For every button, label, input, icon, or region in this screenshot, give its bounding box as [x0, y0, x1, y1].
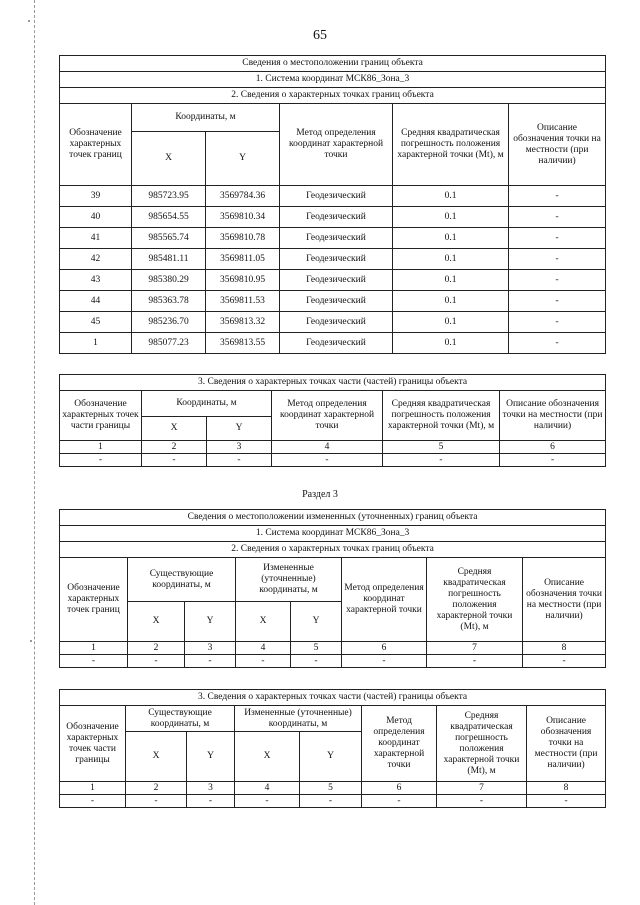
header-x: X	[126, 732, 187, 782]
col-num: 6	[342, 642, 427, 655]
empty-cell: -	[272, 454, 383, 467]
header-y: Y	[185, 602, 236, 642]
error-cell: 0.1	[393, 228, 509, 249]
section-title: 2. Сведения о характерных точках границ объекта	[60, 542, 606, 558]
col-num: 4	[272, 441, 383, 454]
header-error: Средняя квадратическая погрешность положения характерной точки (Mt), м	[427, 558, 523, 642]
header-method: Метод определения координат характерной точки	[280, 104, 393, 186]
section-heading: Раздел 3	[302, 489, 338, 500]
y-coordinate-cell: 3569810.34	[206, 207, 280, 228]
method-cell: Геодезический	[280, 291, 393, 312]
section-title: 2. Сведения о характерных точках границ объекта	[60, 88, 606, 104]
header-coords: Координаты, м	[142, 391, 272, 417]
point-number-cell: 43	[60, 270, 132, 291]
x-coordinate-cell: 985565.74	[132, 228, 206, 249]
col-num: 4	[235, 782, 300, 795]
empty-cell: -	[300, 795, 362, 808]
y-coordinate-cell: 3569813.32	[206, 312, 280, 333]
empty-cell: -	[236, 655, 291, 668]
table-row	[60, 186, 606, 207]
col-num: 5	[291, 642, 342, 655]
table-row	[60, 270, 606, 291]
empty-cell: -	[60, 655, 128, 668]
part-points-table	[59, 374, 606, 467]
x-coordinate-cell: 985077.23	[132, 333, 206, 354]
y-coordinate-cell: 3569813.55	[206, 333, 280, 354]
coordinate-system: 1. Система координат МСК86_Зона_3	[60, 72, 606, 88]
point-number-cell: 1	[60, 333, 132, 354]
y-coordinate-cell: 3569784.36	[206, 186, 280, 207]
col-num: 2	[142, 441, 207, 454]
y-coordinate-cell: 3569811.53	[206, 291, 280, 312]
table-row	[60, 249, 606, 270]
description-cell: -	[509, 207, 606, 228]
description-cell: -	[509, 249, 606, 270]
header-x: X	[128, 602, 185, 642]
page-number: 65	[313, 28, 327, 43]
header-method: Метод определения координат характерной точки	[342, 558, 427, 642]
header-error: Средняя квадратическая погрешность положения характерной точки (Mt), м	[437, 706, 527, 782]
description-cell: -	[509, 312, 606, 333]
empty-cell: -	[60, 454, 142, 467]
col-num: 1	[60, 782, 126, 795]
method-cell: Геодезический	[280, 186, 393, 207]
col-num: 2	[126, 782, 187, 795]
header-changed: Измененные (уточненные) координаты, м	[236, 558, 342, 602]
header-existing: Существующие координаты, м	[126, 706, 235, 732]
header-desc: Описание обозначения точки на местности (при наличии)	[527, 706, 606, 782]
empty-cell: -	[235, 795, 300, 808]
changed-boundary-table	[59, 509, 606, 668]
description-cell: -	[509, 291, 606, 312]
description-cell: -	[509, 228, 606, 249]
table-title: 3. Сведения о характерных точках части (частей) границы объекта	[60, 375, 606, 391]
table-row	[60, 207, 606, 228]
header-y: Y	[207, 417, 272, 441]
x-coordinate-cell: 985380.29	[132, 270, 206, 291]
table-title: Сведения о местоположении границ объекта	[60, 56, 606, 72]
error-cell: 0.1	[393, 291, 509, 312]
changed-part-points-table	[59, 689, 606, 808]
scan-speck	[30, 640, 32, 642]
header-desc: Описание обозначения точки на местности (при наличии)	[509, 104, 606, 186]
empty-cell: -	[207, 454, 272, 467]
col-num: 3	[185, 642, 236, 655]
point-number-cell: 39	[60, 186, 132, 207]
empty-cell: -	[362, 795, 437, 808]
error-cell: 0.1	[393, 333, 509, 354]
table-row	[60, 312, 606, 333]
method-cell: Геодезический	[280, 207, 393, 228]
col-num: 1	[60, 441, 142, 454]
x-coordinate-cell: 985654.55	[132, 207, 206, 228]
error-cell: 0.1	[393, 270, 509, 291]
empty-cell: -	[185, 655, 236, 668]
point-number-cell: 45	[60, 312, 132, 333]
col-num: 8	[527, 782, 606, 795]
table-row	[60, 228, 606, 249]
scan-edge-line	[34, 0, 36, 905]
col-num: 2	[128, 642, 185, 655]
y-coordinate-cell: 3569810.95	[206, 270, 280, 291]
table-row	[60, 291, 606, 312]
empty-cell: -	[427, 655, 523, 668]
header-x: X	[132, 132, 206, 186]
method-cell: Геодезический	[280, 312, 393, 333]
col-num: 7	[427, 642, 523, 655]
header-x: X	[142, 417, 207, 441]
header-y: Y	[291, 602, 342, 642]
point-number-cell: 42	[60, 249, 132, 270]
header-y: Y	[187, 732, 235, 782]
header-x: X	[235, 732, 300, 782]
header-point: Обозначение характерных точек границ	[60, 104, 132, 186]
empty-cell: -	[383, 454, 500, 467]
empty-cell: -	[187, 795, 235, 808]
method-cell: Геодезический	[280, 270, 393, 291]
x-coordinate-cell: 985363.78	[132, 291, 206, 312]
x-coordinate-cell: 985481.11	[132, 249, 206, 270]
x-coordinate-cell: 985236.70	[132, 312, 206, 333]
empty-cell: -	[500, 454, 606, 467]
header-point: Обозначение характерных точек части границы	[60, 391, 142, 441]
header-existing: Существующие координаты, м	[128, 558, 236, 602]
header-point: Обозначение характерных точек части границы	[60, 706, 126, 782]
header-error: Средняя квадратическая погрешность положения характерной точки (Mt), м	[383, 391, 500, 441]
table-title: Сведения о местоположении измененных (уточненных) границ объекта	[60, 510, 606, 526]
empty-cell: -	[523, 655, 606, 668]
empty-cell: -	[60, 795, 126, 808]
error-cell: 0.1	[393, 312, 509, 333]
point-number-cell: 44	[60, 291, 132, 312]
col-num: 4	[236, 642, 291, 655]
y-coordinate-cell: 3569811.05	[206, 249, 280, 270]
table-title: 3. Сведения о характерных точках части (частей) границы объекта	[60, 690, 606, 706]
empty-cell: -	[527, 795, 606, 808]
header-error: Средняя квадратическая погрешность положения характерной точки (Mt), м	[393, 104, 509, 186]
col-num: 6	[500, 441, 606, 454]
header-point: Обозначение характерных точек границ	[60, 558, 128, 642]
table-row	[60, 333, 606, 354]
empty-cell: -	[126, 795, 187, 808]
col-num: 7	[437, 782, 527, 795]
col-num: 1	[60, 642, 128, 655]
header-y: Y	[300, 732, 362, 782]
method-cell: Геодезический	[280, 228, 393, 249]
empty-cell: -	[342, 655, 427, 668]
col-num: 3	[207, 441, 272, 454]
y-coordinate-cell: 3569810.78	[206, 228, 280, 249]
header-method: Метод определения координат характерной точки	[272, 391, 383, 441]
empty-cell: -	[142, 454, 207, 467]
method-cell: Геодезический	[280, 333, 393, 354]
point-number-cell: 40	[60, 207, 132, 228]
scan-speck	[28, 20, 30, 22]
header-y: Y	[206, 132, 280, 186]
method-cell: Геодезический	[280, 249, 393, 270]
error-cell: 0.1	[393, 186, 509, 207]
coordinate-system: 1. Система координат МСК86_Зона_3	[60, 526, 606, 542]
x-coordinate-cell: 985723.95	[132, 186, 206, 207]
header-method: Метод определения координат характерной точки	[362, 706, 437, 782]
description-cell: -	[509, 333, 606, 354]
col-num: 3	[187, 782, 235, 795]
boundary-points-table	[59, 55, 606, 354]
description-cell: -	[509, 270, 606, 291]
header-desc: Описание обозначения точки на местности (при наличии)	[500, 391, 606, 441]
col-num: 5	[383, 441, 500, 454]
header-coords: Координаты, м	[132, 104, 280, 132]
error-cell: 0.1	[393, 207, 509, 228]
col-num: 6	[362, 782, 437, 795]
empty-cell: -	[437, 795, 527, 808]
error-cell: 0.1	[393, 249, 509, 270]
empty-cell: -	[128, 655, 185, 668]
header-desc: Описание обозначения точки на местности (при наличии)	[523, 558, 606, 642]
header-changed: Измененные (уточненные) координаты, м	[235, 706, 362, 732]
col-num: 8	[523, 642, 606, 655]
col-num: 5	[300, 782, 362, 795]
empty-cell: -	[291, 655, 342, 668]
header-x: X	[236, 602, 291, 642]
description-cell: -	[509, 186, 606, 207]
point-number-cell: 41	[60, 228, 132, 249]
